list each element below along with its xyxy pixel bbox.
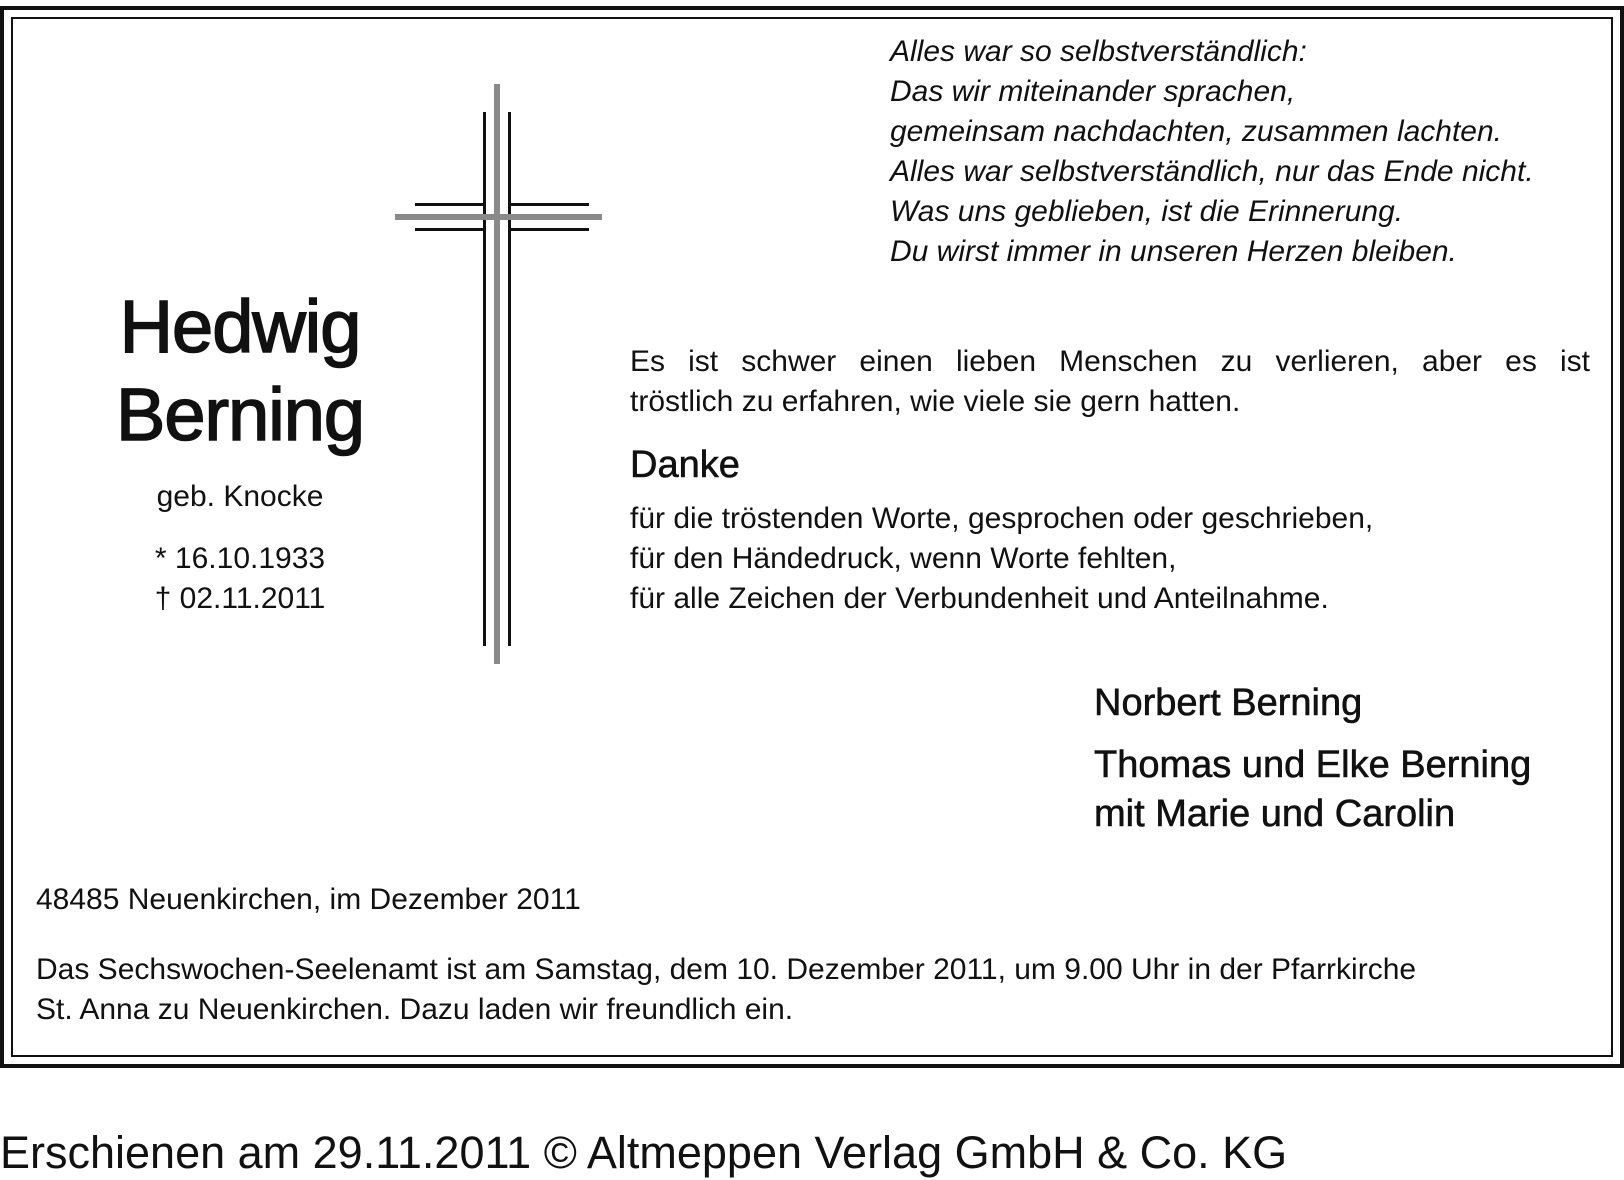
cross-center-vertical (494, 84, 500, 664)
deceased-last-name: Berning (115, 373, 365, 456)
signer-line-3: mit Marie und Carolin (1094, 793, 1456, 835)
poem-line: gemeinsam nachdachten, zusammen lachten. (890, 115, 1503, 148)
place-date: 48485 Neuenkirchen, im Dezember 2011 (36, 883, 581, 916)
death-date: † 02.11.2011 (154, 582, 326, 615)
publication-caption: Erschienen am 29.11.2011 © Altmeppen Verlag GmbH & Co. KG (0, 1127, 1288, 1178)
poem-line: Du wirst immer in unseren Herzen bleiben. (890, 235, 1457, 268)
birth-date: * 16.10.1933 (154, 542, 326, 575)
thanks-heading: Danke (630, 444, 740, 486)
cross-joint-horizontal (486, 214, 508, 220)
service-line-1: Das Sechswochen-Seelenamt ist am Samstag, dem 10. Dezember 2011, um 9.00 Uhr in der Pfarrkirche (36, 953, 1417, 986)
intro-line-1: Es ist schwer einen lieben Menschen zu verlieren, aber es ist (630, 345, 1590, 378)
poem-line: Was uns geblieben, ist die Erinnerung. (890, 195, 1404, 228)
intro-line-2: tröstlich zu erfahren, wie viele sie gern hatten. (630, 385, 1241, 418)
thanks-line: für den Händedruck, wenn Worte fehlten, (630, 542, 1177, 575)
signer-line-2: Thomas und Elke Berning (1094, 744, 1532, 786)
poem-line: Das wir miteinander sprachen, (890, 75, 1296, 108)
thanks-line: für die tröstenden Worte, gesprochen oder geschrieben, (630, 502, 1374, 535)
thanks-line: für alle Zeichen der Verbundenheit und Anteilnahme. (630, 582, 1329, 615)
poem-line: Alles war selbstverständlich, nur das Ende nicht. (890, 155, 1534, 188)
cross-right-vertical (508, 112, 511, 646)
latin-cross-icon (395, 84, 605, 664)
deceased-first-name: Hedwig (119, 285, 361, 368)
poem-line: Alles war so selbstverständlich: (890, 35, 1307, 68)
maiden-name: geb. Knocke (156, 480, 324, 513)
poem (890, 32, 1610, 272)
service-line-2: St. Anna zu Neuenkirchen. Dazu laden wir freundlich ein. (36, 993, 794, 1026)
cross-left-vertical (483, 112, 486, 646)
signer-line-1: Norbert Berning (1094, 682, 1363, 724)
